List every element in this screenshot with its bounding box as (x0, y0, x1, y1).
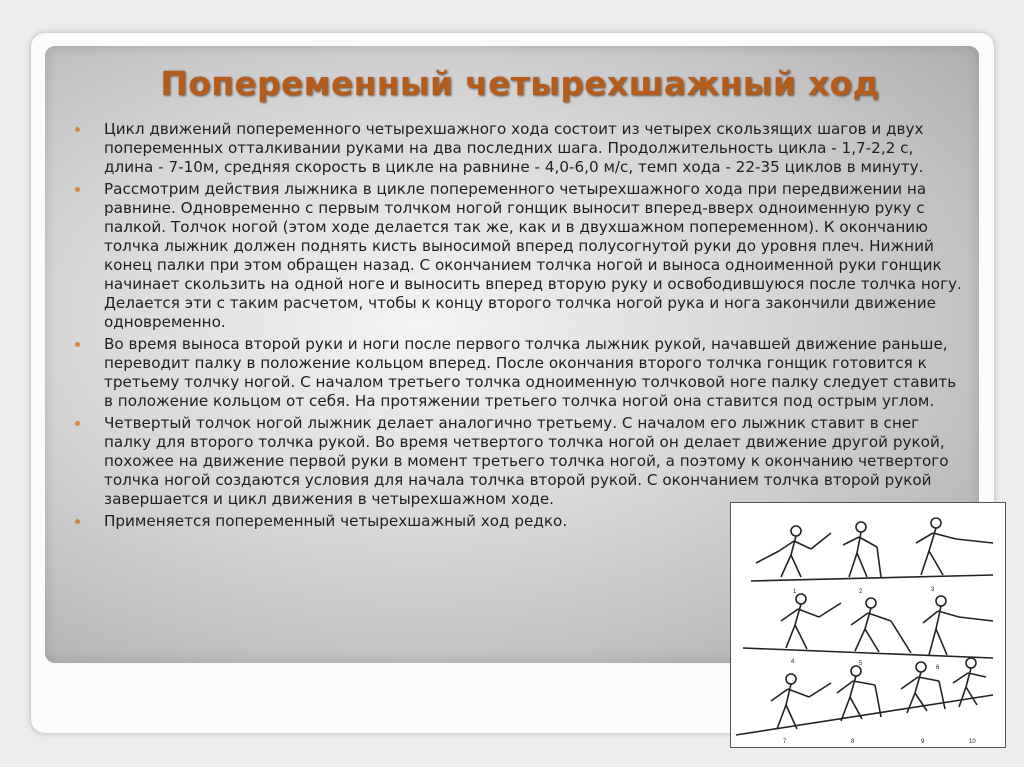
bullet-text: Применяется попеременный четырехшажный ход редко. (104, 512, 568, 530)
bullet-item (75, 414, 967, 509)
bullet-icon (75, 342, 80, 347)
frame-label: 7 (783, 739, 787, 745)
ski-track-line (736, 695, 993, 735)
bullet-text: Четвертый толчок ногой лыжник делает аналогично третьему. С началом его лыжник ставит в снег палку для второго толчка рукой. Во время четвертого толчка ногой он делает движение другой рукой, похожее на движение первой руки в момент третьего толчка ногой, а поэтому к окончанию четвертого толчка ногой создаются условия для начала толчка второй рукой. С окончанием толчка второй рукой завершается и цикл движения в четырехшажном ходе. (104, 414, 949, 508)
bullet-text: Во время выноса второй руки и ноги после первого толчка лыжник рукой, начавшей движение раньше, переводит палку в положение кольцом вперед. После окончания второго толчка гонщик готовится к третьему толчку ногой. С началом третьего толчка одноименную толчковой ноге палку следует ставить в положение кольцом от себя. На протяжении третьего толчка ногой она ставится под острым углом. (104, 335, 957, 410)
frame-label: 10 (969, 739, 976, 745)
skier-figure (756, 526, 831, 577)
skier-figure (851, 598, 911, 653)
skier-figure (781, 594, 841, 649)
skier-figure (923, 596, 993, 655)
skier-illustration (730, 502, 1006, 748)
slide-title: Попеременный четырехшажный ход (160, 64, 880, 103)
bullet-item (75, 335, 967, 411)
bullet-list (75, 120, 967, 534)
frame-label: 4 (791, 659, 795, 665)
bullet-icon (75, 519, 80, 524)
bullet-text: Цикл движений попеременного четырехшажного хода состоит из четырех скользящих шагов и двух попеременных отталкивании руками на два последних шага. Продолжительность цикла - 1,7-2,2 с, длина - 7-10м, средняя скорость в цикле на равнине - 4,0-6,0 м/с, темп хода - 22-35 циклов в минуту. (104, 120, 924, 176)
skier-drawing (731, 503, 1005, 747)
frame-label: 2 (859, 589, 863, 595)
frame-label: 1 (793, 589, 797, 595)
frame-label: 6 (936, 665, 940, 671)
bullet-icon (75, 187, 80, 192)
bullet-icon (75, 421, 80, 426)
frame-label: 3 (931, 587, 935, 593)
skier-figure (771, 674, 831, 729)
skier-figure (916, 518, 993, 575)
ski-track-line (743, 648, 993, 658)
frame-label: 9 (921, 739, 925, 745)
bullet-item (75, 180, 967, 332)
bullet-text: Рассмотрим действия лыжника в цикле попеременного четырехшажного хода при передвижении на равнине. Одновременно с первым толчком ногой гонщик выносит вперед-вверх одноименную руку с палкой. Толчок ногой (этом ходе делается так же, как и в двухшажном попеременном). К окончанию толчка лыжник должен поднять кисть выносимой вперед полусогнутой руки до уровня плеч. Нижний конец палки при этом обращен назад. С окончанием толчка ногой и выноса одноименной руки гонщик начинает скользить на одной ноге и выносить вперед вторую руку и освободившуюся после толчка ногу. Делается эти с таким расчетом, чтобы к концу второго толчка ногой рука и нога закончили движение одновременно. (104, 180, 962, 331)
bullet-icon (75, 127, 80, 132)
frame-label: 8 (851, 739, 855, 745)
ski-track-line (751, 575, 993, 581)
skier-figure (843, 522, 881, 577)
bullet-item (75, 120, 967, 177)
frame-label: 5 (859, 661, 863, 667)
